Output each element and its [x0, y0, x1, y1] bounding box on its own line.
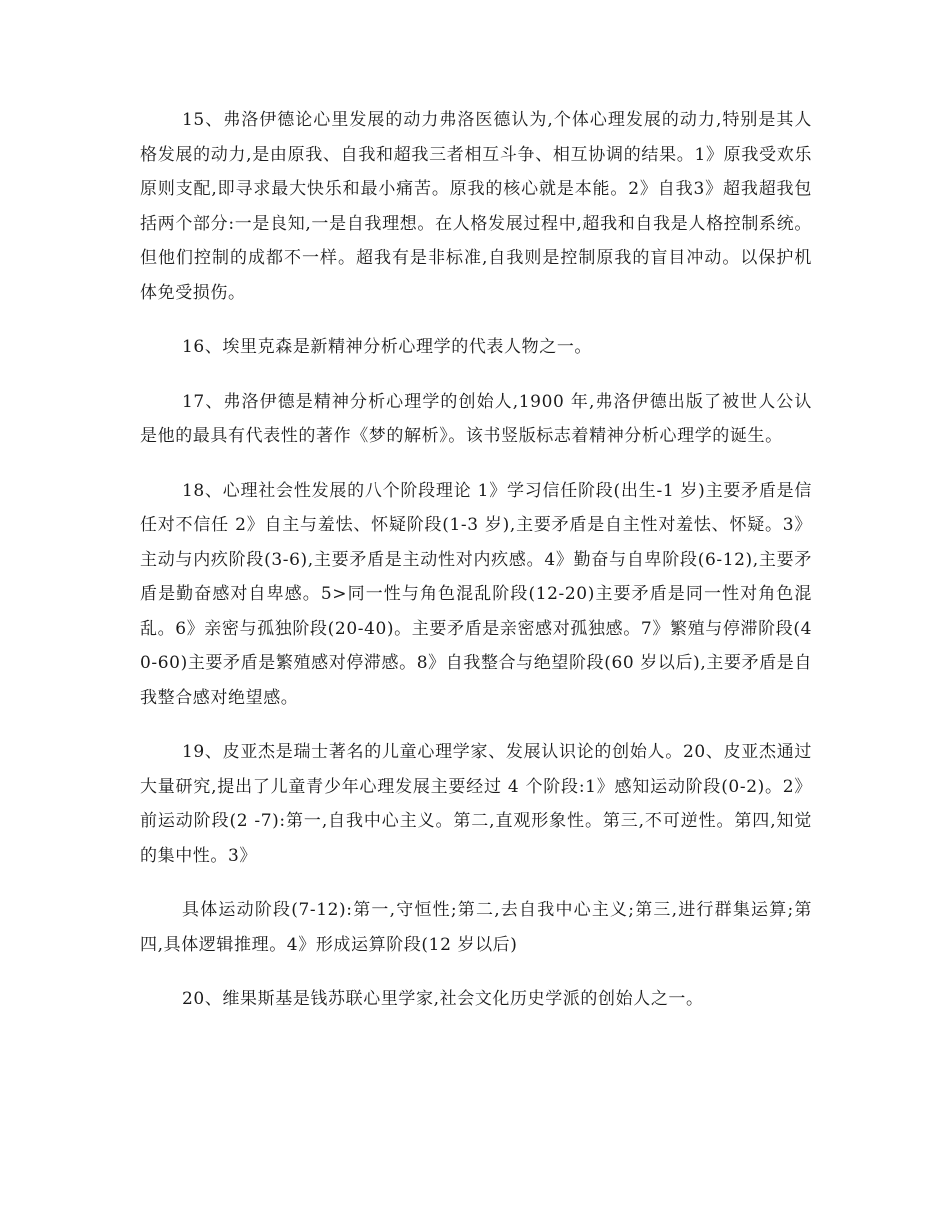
paragraph-concrete-operational: 具体运动阶段(7-12):第一,守恒性;第二,去自我中心主义;第三,进行群集运算;第四,具体逻辑推理。4》形成运算阶段(12 岁以后) — [140, 900, 812, 955]
document-body — [140, 103, 812, 1037]
paragraph-15-freud-dynamics: 15、弗洛伊德论心里发展的动力弗洛医德认为,个体心理发展的动力,特别是其人格发展的动力,是由原我、自我和超我三者相互斗争、相互协调的结果。1》原我受欢乐原则支配,即寻求最大快乐和最小痛苦。原我的核心就是本能。2》自我3》超我超我包括两个部分:一是良知,一是自我理想。在人格发展过程中,超我和自我是人格控制系统。但他们控制的成都不一样。超我有是非标准,自我则是控制原我的盲目冲动。以保护机体免受损伤。 — [140, 110, 812, 303]
paragraph-16-erikson: 16、埃里克森是新精神分析心理学的代表人物之一。 — [182, 337, 593, 357]
paragraph-18-eight-stages: 18、心理社会性发展的八个阶段理论 1》学习信任阶段(出生-1 岁)主要矛盾是信任对不信任 2》自主与羞怯、怀疑阶段(1-3 岁),主要矛盾是自主性对羞怯、怀疑。3》主动与内疚阶段(3-6),主要矛盾是主动性对内疚感。4》勤奋与自卑阶段(6-12),主要矛盾是勤奋感对自卑感。5>同一性与角色混乱阶段(12-20)主要矛盾是同一性对角色混乱。6》亲密与孤独阶段(20-40)。主要矛盾是亲密感对孤独感。7》繁殖与停滞阶段(40-60)主要矛盾是繁殖感对停滞感。8》自我整合与绝望阶段(60 岁以后),主要矛盾是自我整合感对绝望感。 — [140, 480, 812, 708]
paragraph-17-freud-founder: 17、弗洛伊德是精神分析心理学的创始人,1900 年,弗洛伊德出版了被世人公认是他的最具有代表性的著作《梦的解析》。该书竖版标志着精神分析心理学的诞生。 — [140, 391, 812, 446]
paragraph-20-vygotsky: 20、维果斯基是钱苏联心里学家,社会文化历史学派的创始人之一。 — [182, 989, 704, 1009]
paragraph-19-piaget: 19、皮亚杰是瑞士著名的儿童心理学家、发展认识论的创始人。20、皮亚杰通过大量研究,提出了儿童青少年心理发展主要经过 4 个阶段:1》感知运动阶段(0-2)。2》前运动阶段(2 -7):第一,自我中心主义。第二,直观形象性。第三,不可逆性。第四,知觉的集中性。3》 — [140, 742, 812, 866]
